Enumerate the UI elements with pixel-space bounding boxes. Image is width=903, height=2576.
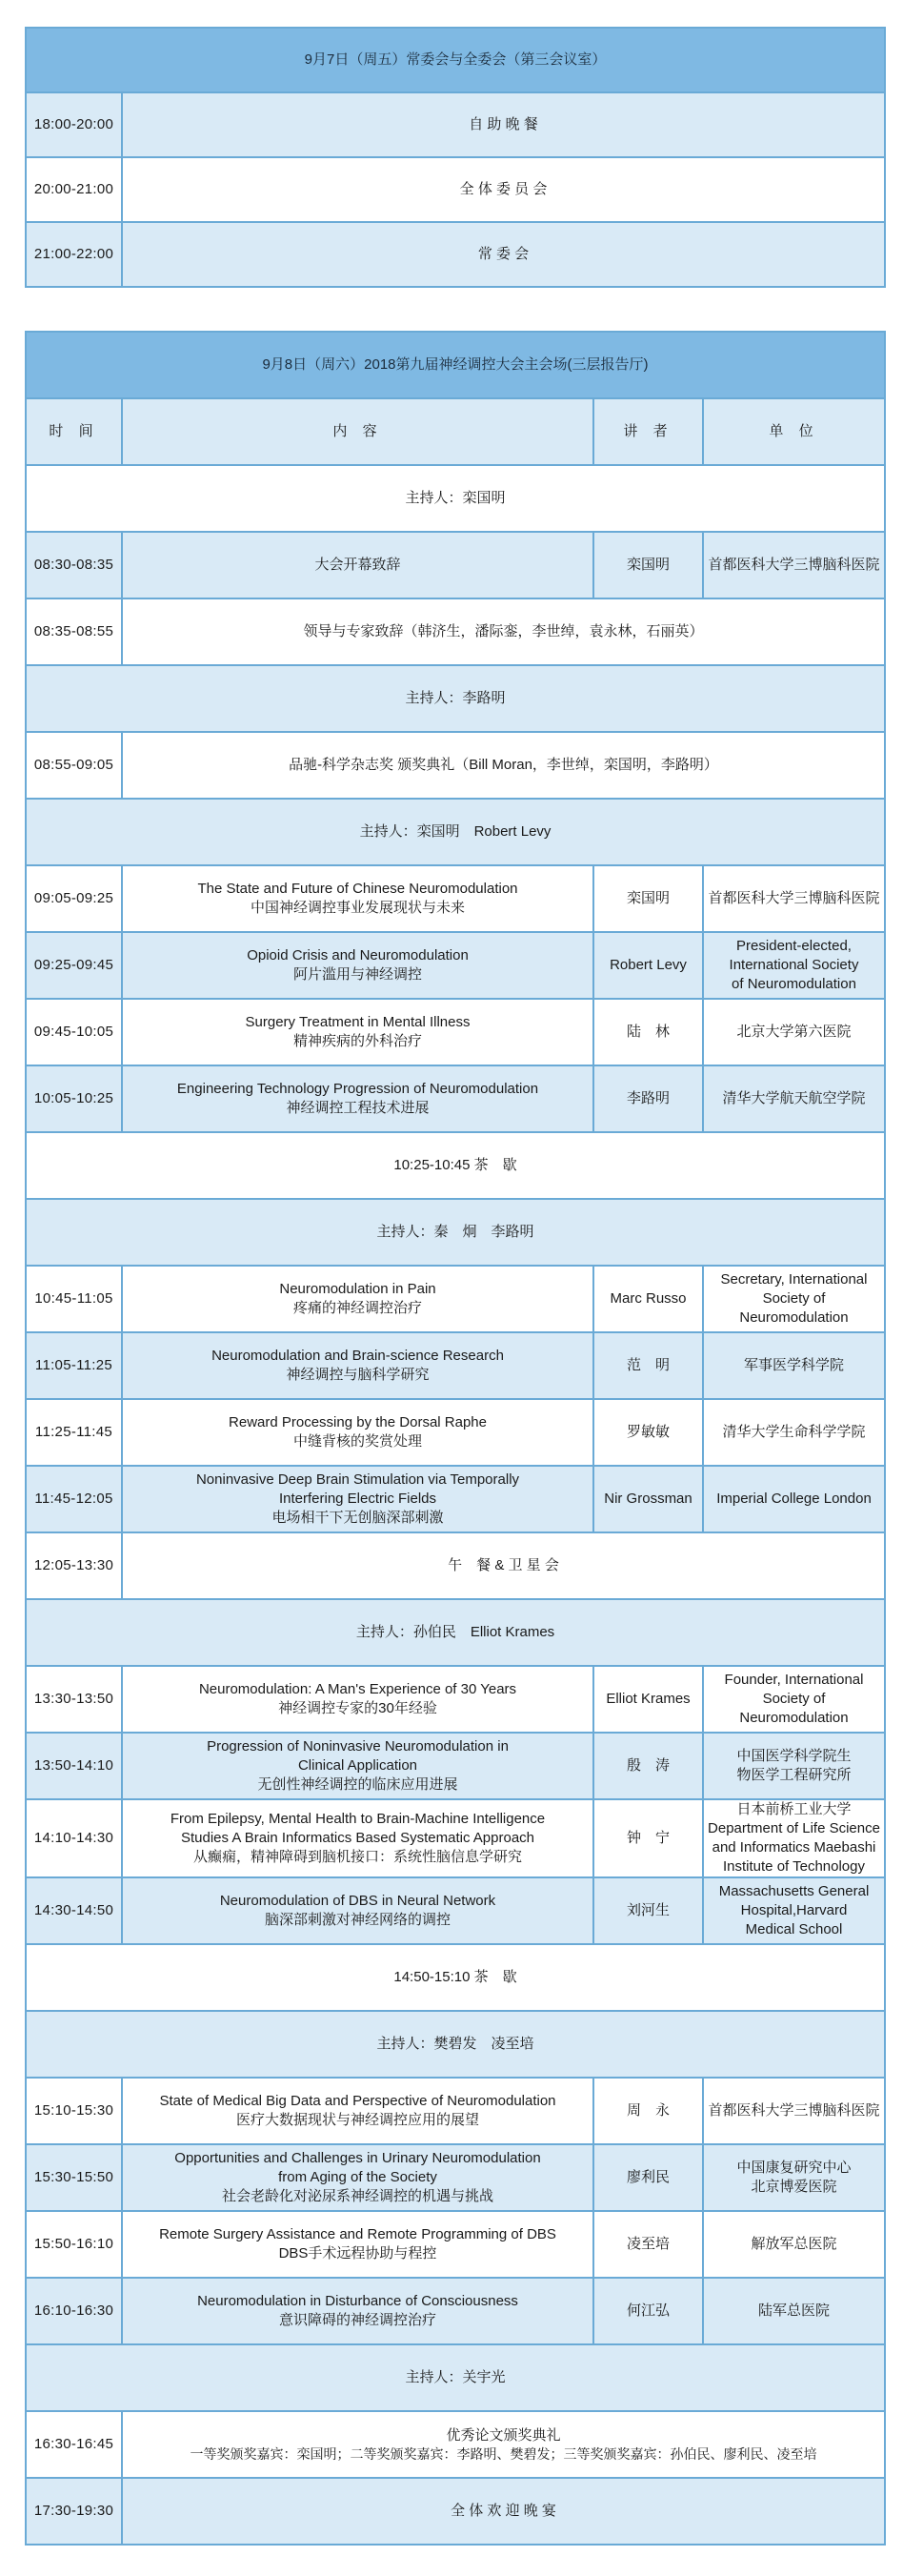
talk-title-zh: 中国神经调控事业发展现状与未来 xyxy=(250,900,465,916)
unit-line: Founder, International xyxy=(724,1672,864,1688)
host-row: 主持人：李路明 xyxy=(26,665,885,732)
host-row: 主持人：关宇光 xyxy=(26,2344,885,2411)
speaker-cell: Robert Levy xyxy=(593,932,703,999)
ceremony-title: 优秀论文颁奖典礼 xyxy=(446,2426,561,2444)
column-header-speaker: 讲 者 xyxy=(593,398,703,465)
content-cell xyxy=(122,1399,593,1466)
talk-title-zh: 意识障碍的神经调控治疗 xyxy=(278,2312,436,2328)
speaker-cell: 刘河生 xyxy=(593,1877,703,1944)
content-cell xyxy=(122,932,593,999)
unit-line: President-elected, xyxy=(736,938,852,954)
time-cell: 09:25-09:45 xyxy=(26,932,122,999)
unit-line: Secretary, International xyxy=(720,1271,868,1288)
unit-line: Department of Life Science xyxy=(708,1820,880,1836)
talk-title-line: Interfering Electric Fields xyxy=(278,1491,437,1507)
talk-title-line: Noninvasive Deep Brain Stimulation via Temporally xyxy=(195,1471,520,1488)
time-cell: 15:50-16:10 xyxy=(26,2211,122,2278)
content-cell xyxy=(122,2211,593,2278)
content-cell xyxy=(122,1466,593,1532)
talk-title-zh: 神经调控与脑科学研究 xyxy=(286,1367,430,1383)
speaker-cell: 殷 涛 xyxy=(593,1733,703,1799)
time-cell: 12:05-13:30 xyxy=(26,1532,122,1599)
time-cell: 10:45-11:05 xyxy=(26,1266,122,1332)
content-cell xyxy=(122,1266,593,1332)
talk-title-zh: 精神疾病的外科治疗 xyxy=(292,1033,422,1049)
unit-cell xyxy=(703,1666,885,1733)
table-title: 9月7日（周五）常委会与全委会（第三会议室） xyxy=(26,28,885,92)
unit-line: International Society xyxy=(729,957,859,973)
unit-line: Society of Neuromodulation xyxy=(739,1290,849,1326)
talk-title-en: Engineering Technology Progression of Neuromodulation xyxy=(176,1081,539,1097)
time-cell: 13:50-14:10 xyxy=(26,1733,122,1799)
schedule-table-sept8 xyxy=(25,331,886,2546)
talk-title-line: 无创性神经调控的临床应用进展 xyxy=(257,1776,458,1793)
unit-cell: 首都医科大学三博脑科医院 xyxy=(703,865,885,932)
talk-title-zh: 阿片滥用与神经调控 xyxy=(292,966,422,983)
content-cell: 自 助 晚 餐 xyxy=(122,92,885,157)
ceremony-presenters: 一等奖颁奖嘉宾：栾国明；二等奖颁奖嘉宾：李路明、樊碧发；三等奖颁奖嘉宾：孙伯民、廖利民、凌至培 xyxy=(190,2445,817,2462)
talk-title-en: Remote Surgery Assistance and Remote Programming of DBS xyxy=(159,2226,556,2242)
talk-title-zh: 神经调控工程技术进展 xyxy=(286,1100,430,1116)
time-cell: 16:30-16:45 xyxy=(26,2411,122,2478)
time-cell: 11:05-11:25 xyxy=(26,1332,122,1399)
speaker-cell: 何江弘 xyxy=(593,2278,703,2344)
time-cell: 08:55-09:05 xyxy=(26,732,122,799)
talk-title-en: Reward Processing by the Dorsal Raphe xyxy=(229,1414,487,1430)
unit-line: Medical School xyxy=(745,1921,843,1937)
speaker-cell: Nir Grossman xyxy=(593,1466,703,1532)
talk-title-zh: 脑深部刺激对神经网络的调控 xyxy=(264,1912,451,1928)
unit-cell xyxy=(703,1877,885,1944)
table-title: 9月8日（周六）2018第九届神经调控大会主会场(三层报告厅) xyxy=(26,332,885,398)
column-header-unit: 单 位 xyxy=(703,398,885,465)
host-row: 主持人：秦 炯 李路明 xyxy=(26,1199,885,1266)
unit-cell: 清华大学航天航空学院 xyxy=(703,1065,885,1132)
content-cell: 全 体 委 员 会 xyxy=(122,157,885,222)
unit-line: of Neuromodulation xyxy=(732,976,856,992)
content-cell: 午 餐 & 卫 星 会 xyxy=(122,1532,885,1599)
content-cell xyxy=(122,1799,593,1877)
time-cell: 09:05-09:25 xyxy=(26,865,122,932)
speaker-cell: 罗敏敏 xyxy=(593,1399,703,1466)
talk-title-en: Surgery Treatment in Mental Illness xyxy=(245,1014,471,1030)
break-row: 14:50-15:10 茶 歇 xyxy=(26,1944,885,2011)
talk-title-zh: 医疗大数据现状与神经调控应用的展望 xyxy=(235,2112,479,2128)
content-cell xyxy=(122,2144,593,2211)
unit-cell xyxy=(703,1799,885,1877)
time-cell: 10:05-10:25 xyxy=(26,1065,122,1132)
talk-title-en: State of Medical Big Data and Perspective of Neuromodulation xyxy=(159,2093,556,2109)
unit-line: Society of Neuromodulation xyxy=(739,1691,849,1726)
talk-title-en: Opioid Crisis and Neuromodulation xyxy=(247,947,469,963)
content-cell xyxy=(122,1666,593,1733)
time-cell: 11:45-12:05 xyxy=(26,1466,122,1532)
unit-line: Hospital,Harvard xyxy=(740,1902,848,1918)
talk-title-line: 社会老龄化对泌尿系神经调控的机遇与挑战 xyxy=(221,2188,493,2204)
content-cell: 常 委 会 xyxy=(122,222,885,287)
content-cell: 全 体 欢 迎 晚 宴 xyxy=(122,2478,885,2545)
host-row: 主持人：栾国明 xyxy=(26,465,885,532)
content-cell xyxy=(122,1065,593,1132)
talk-title-en: Neuromodulation: A Man's Experience of 30 Years xyxy=(198,1681,517,1697)
unit-cell: 陆军总医院 xyxy=(703,2278,885,2344)
content-cell xyxy=(122,999,593,1065)
talk-title-zh: 中缝背核的奖赏处理 xyxy=(292,1433,422,1450)
break-row: 10:25-10:45 茶 歇 xyxy=(26,1132,885,1199)
time-cell: 15:10-15:30 xyxy=(26,2078,122,2144)
unit-cell: 解放军总医院 xyxy=(703,2211,885,2278)
speaker-cell: 凌至培 xyxy=(593,2211,703,2278)
column-header-time: 时 间 xyxy=(26,398,122,465)
talk-title-line: from Aging of the Society xyxy=(278,2169,437,2185)
host-row: 主持人：栾国明 Robert Levy xyxy=(26,799,885,865)
time-cell: 08:30-08:35 xyxy=(26,532,122,598)
talk-title-en: Neuromodulation of DBS in Neural Network xyxy=(219,1893,496,1909)
unit-line: and Informatics Maebashi xyxy=(712,1839,876,1856)
speaker-cell: 陆 林 xyxy=(593,999,703,1065)
time-cell: 20:00-21:00 xyxy=(26,157,122,222)
host-row: 主持人：樊碧发 凌至培 xyxy=(26,2011,885,2078)
time-cell: 09:45-10:05 xyxy=(26,999,122,1065)
unit-cell xyxy=(703,932,885,999)
unit-line: 中国医学科学院生 xyxy=(736,1748,852,1764)
unit-line: Massachusetts General xyxy=(718,1883,870,1899)
talk-title-zh: DBS手术远程协助与程控 xyxy=(278,2245,437,2262)
speaker-cell: 栾国明 xyxy=(593,865,703,932)
talk-title-line: Clinical Application xyxy=(297,1757,418,1774)
time-cell: 14:10-14:30 xyxy=(26,1799,122,1877)
content-cell xyxy=(122,1332,593,1399)
speaker-cell: Marc Russo xyxy=(593,1266,703,1332)
talk-title-line: Opportunities and Challenges in Urinary Neuromodulation xyxy=(174,2150,541,2166)
speaker-cell: Elliot Krames xyxy=(593,1666,703,1733)
unit-line: Institute of Technology xyxy=(723,1858,865,1875)
talk-title-zh: 神经调控专家的30年经验 xyxy=(278,1700,437,1716)
unit-cell: 首都医科大学三博脑科医院 xyxy=(703,532,885,598)
talk-title-en: Neuromodulation in Disturbance of Consciousness xyxy=(197,2293,518,2309)
talk-title-line: Progression of Noninvasive Neuromodulation in xyxy=(207,1738,509,1755)
host-row: 主持人：孙伯民 Elliot Krames xyxy=(26,1599,885,1666)
unit-cell: 军事医学科学院 xyxy=(703,1332,885,1399)
time-cell: 08:35-08:55 xyxy=(26,598,122,665)
content-cell: 领导与专家致辞（韩济生，潘际銮，李世绰，袁永林，石丽英） xyxy=(122,598,885,665)
talk-title-zh: 疼痛的神经调控治疗 xyxy=(292,1300,422,1316)
content-cell: 品驰-科学杂志奖 颁奖典礼（Bill Moran，李世绰，栾国明，李路明） xyxy=(122,732,885,799)
unit-cell xyxy=(703,1266,885,1332)
speaker-cell: 周 永 xyxy=(593,2078,703,2144)
time-cell: 15:30-15:50 xyxy=(26,2144,122,2211)
schedule-table-sept7 xyxy=(25,27,886,288)
content-cell xyxy=(122,1733,593,1799)
unit-line: 中国康复研究中心 xyxy=(736,2160,852,2176)
speaker-cell: 廖利民 xyxy=(593,2144,703,2211)
talk-title-en: Neuromodulation and Brain-science Research xyxy=(211,1348,504,1364)
talk-title-en: The State and Future of Chinese Neuromodulation xyxy=(197,881,518,897)
unit-cell: 清华大学生命科学学院 xyxy=(703,1399,885,1466)
talk-title-en: Neuromodulation in Pain xyxy=(279,1281,436,1297)
content-cell xyxy=(122,2278,593,2344)
unit-cell: 首都医科大学三博脑科医院 xyxy=(703,2078,885,2144)
unit-cell xyxy=(703,1733,885,1799)
time-cell: 18:00-20:00 xyxy=(26,92,122,157)
unit-cell xyxy=(703,2144,885,2211)
content-cell xyxy=(122,2078,593,2144)
speaker-cell: 栾国明 xyxy=(593,532,703,598)
content-cell xyxy=(122,2411,885,2478)
speaker-cell: 李路明 xyxy=(593,1065,703,1132)
unit-cell: Imperial College London xyxy=(703,1466,885,1532)
unit-cell: 北京大学第六医院 xyxy=(703,999,885,1065)
talk-title-line: 电场相干下无创脑深部刺激 xyxy=(271,1510,444,1526)
time-cell: 13:30-13:50 xyxy=(26,1666,122,1733)
time-cell: 21:00-22:00 xyxy=(26,222,122,287)
content-cell: 大会开幕致辞 xyxy=(122,532,593,598)
speaker-cell: 范 明 xyxy=(593,1332,703,1399)
time-cell: 14:30-14:50 xyxy=(26,1877,122,1944)
unit-line: 北京博爱医院 xyxy=(751,2179,837,2195)
unit-line: 物医学工程研究所 xyxy=(736,1767,852,1783)
talk-title-line: From Epilepsy, Mental Health to Brain-Machine Intelligence xyxy=(170,1811,546,1827)
speaker-cell: 钟 宁 xyxy=(593,1799,703,1877)
time-cell: 11:25-11:45 xyxy=(26,1399,122,1466)
content-cell xyxy=(122,1877,593,1944)
talk-title-line: Studies A Brain Informatics Based Systematic Approach xyxy=(180,1830,535,1846)
unit-line: 日本前桥工业大学 xyxy=(736,1801,852,1817)
time-cell: 17:30-19:30 xyxy=(26,2478,122,2545)
time-cell: 16:10-16:30 xyxy=(26,2278,122,2344)
content-cell xyxy=(122,865,593,932)
talk-title-line: 从癫痫，精神障碍到脑机接口：系统性脑信息学研究 xyxy=(192,1849,522,1865)
column-header-content: 内 容 xyxy=(122,398,593,465)
